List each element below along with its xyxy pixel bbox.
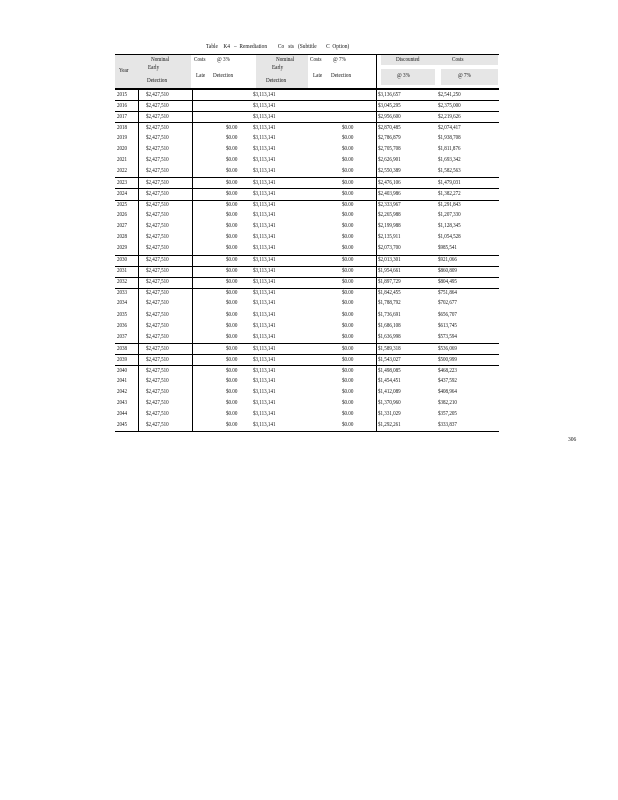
cell-nominal-7-late: $0.00 <box>342 387 354 395</box>
cell-discounted-3: $1,331,029 <box>378 409 401 417</box>
cell-discounted-3: $2,265,988 <box>378 211 401 219</box>
cell-year: 2027 <box>117 222 128 230</box>
cell-nominal-3-late: $0.00 <box>226 387 238 395</box>
cell-discounted-3: $2,626,901 <box>378 155 401 163</box>
table-row <box>115 133 499 141</box>
cell-discounted-3: $3,045,295 <box>378 101 401 109</box>
cell-nominal-7-late: $0.00 <box>342 211 354 219</box>
cell-nominal-3-early: $2,427,510 <box>146 244 169 252</box>
cell-discounted-3: $1,589,318 <box>378 344 401 352</box>
header-costs-left: Costs <box>194 56 206 63</box>
cell-discounted-3: $2,550,389 <box>378 166 401 174</box>
cell-nominal-3-early: $2,427,510 <box>146 409 169 417</box>
cell-nominal-7-early: $3,113,141 <box>253 289 276 297</box>
table-row <box>115 122 499 131</box>
table-row <box>115 288 499 297</box>
cell-discounted-3: $1,454,451 <box>378 376 401 384</box>
cell-nominal-3-late: $0.00 <box>226 398 238 406</box>
cell-nominal-7-early: $3,113,141 <box>253 90 276 98</box>
cell-year: 2041 <box>117 376 128 384</box>
cell-discounted-3: $1,543,027 <box>378 355 401 363</box>
cell-nominal-3-late: $0.00 <box>226 222 238 230</box>
header-late-detection-7: Detection <box>331 72 352 79</box>
cell-nominal-3-late: $0.00 <box>226 133 238 141</box>
table-row <box>115 244 499 252</box>
cell-nominal-7-late: $0.00 <box>342 244 354 252</box>
cell-discounted-3: $2,199,988 <box>378 222 401 230</box>
table-row <box>115 321 499 329</box>
cell-nominal-3-late: $0.00 <box>226 178 238 186</box>
cell-nominal-3-early: $2,427,510 <box>146 278 169 286</box>
table-row <box>115 376 499 384</box>
cell-discounted-7: $1,128,345 <box>438 222 461 230</box>
cell-discounted-3: $2,786,879 <box>378 133 401 141</box>
cell-nominal-7-late: $0.00 <box>342 166 354 174</box>
table-row <box>115 387 499 395</box>
header-costs-right: Costs <box>310 56 322 63</box>
cell-discounted-7: $2,219,626 <box>438 112 461 120</box>
cell-nominal-3-late: $0.00 <box>226 256 238 264</box>
cell-year: 2026 <box>117 211 128 219</box>
cell-discounted-7: $1,382,272 <box>438 189 461 197</box>
cell-nominal-3-early: $2,427,510 <box>146 398 169 406</box>
cell-year: 2019 <box>117 133 128 141</box>
cell-nominal-7-early: $3,113,141 <box>253 178 276 186</box>
cell-discounted-3: $2,956,600 <box>378 112 401 120</box>
cell-nominal-7-late: $0.00 <box>342 178 354 186</box>
column-rule-year <box>138 88 139 432</box>
cell-discounted-3: $1,636,998 <box>378 332 401 340</box>
header-nominal-right: Nominal <box>276 56 295 63</box>
table-row <box>115 222 499 230</box>
cell-nominal-7-early: $3,113,141 <box>253 155 276 163</box>
cell-nominal-7-late: $0.00 <box>342 278 354 286</box>
cell-year: 2043 <box>117 398 128 406</box>
cell-year: 2035 <box>117 310 128 318</box>
cell-discounted-7: $2,541,250 <box>438 90 461 98</box>
cell-nominal-7-early: $3,113,141 <box>253 144 276 152</box>
cell-discounted-7: $1,811,876 <box>438 144 461 152</box>
cell-nominal-7-late: $0.00 <box>342 421 354 428</box>
cell-nominal-3-early: $2,427,510 <box>146 299 169 307</box>
cell-discounted-7: $500,999 <box>438 355 457 363</box>
cell-nominal-3-early: $2,427,510 <box>146 178 169 186</box>
cell-nominal-3-late: $0.00 <box>226 211 238 219</box>
cell-discounted-7: $1,054,528 <box>438 233 461 241</box>
cell-nominal-7-early: $3,113,141 <box>253 409 276 417</box>
cell-nominal-7-late: $0.00 <box>342 189 354 197</box>
cell-nominal-3-late: $0.00 <box>226 189 238 197</box>
cell-discounted-7: $2,074,417 <box>438 123 461 131</box>
cell-year: 2030 <box>117 256 128 264</box>
table-row <box>115 354 499 363</box>
cell-nominal-3-late: $0.00 <box>226 355 238 363</box>
table-row <box>115 299 499 307</box>
cell-nominal-3-early: $2,427,510 <box>146 256 169 264</box>
cell-nominal-7-early: $3,113,141 <box>253 355 276 363</box>
cell-discounted-7: $1,479,031 <box>438 178 461 186</box>
cell-nominal-7-late: $0.00 <box>342 310 354 318</box>
cell-discounted-7: $1,291,843 <box>438 201 461 208</box>
cell-nominal-7-early: $3,113,141 <box>253 256 276 264</box>
cell-discounted-3: $1,897,729 <box>378 278 401 286</box>
cell-discounted-7: $437,592 <box>438 376 457 384</box>
table-row <box>115 89 499 98</box>
cell-nominal-3-late: $0.00 <box>226 289 238 297</box>
table-row <box>115 421 499 429</box>
cell-year: 2029 <box>117 244 128 252</box>
cell-nominal-7-early: $3,113,141 <box>253 332 276 340</box>
table-row <box>115 166 499 174</box>
cell-nominal-7-early: $3,113,141 <box>253 421 276 428</box>
cell-nominal-7-early: $3,113,141 <box>253 310 276 318</box>
page-number: 306 <box>568 436 577 443</box>
cell-nominal-7-late: $0.00 <box>342 332 354 340</box>
table-row <box>115 100 499 109</box>
table-row <box>115 332 499 340</box>
table-row <box>115 343 499 352</box>
cell-nominal-7-late: $0.00 <box>342 123 354 131</box>
cell-nominal-3-late: $0.00 <box>226 155 238 163</box>
cell-discounted-7: $408,964 <box>438 387 457 395</box>
cell-year: 2023 <box>117 178 128 186</box>
cell-discounted-3: $1,736,691 <box>378 310 401 318</box>
header-early-detection-3: Detection <box>147 77 168 84</box>
cell-nominal-3-early: $2,427,510 <box>146 211 169 219</box>
cell-nominal-3-late: $0.00 <box>226 299 238 307</box>
cell-nominal-3-early: $2,427,510 <box>146 133 169 141</box>
cell-nominal-3-late: $0.00 <box>226 166 238 174</box>
cell-year: 2045 <box>117 421 128 428</box>
cell-nominal-7-late: $0.00 <box>342 133 354 141</box>
cell-nominal-7-late: $0.00 <box>342 321 354 329</box>
cell-year: 2044 <box>117 409 128 417</box>
cell-discounted-3: $2,073,700 <box>378 244 401 252</box>
table-row <box>115 144 499 152</box>
cell-nominal-7-late: $0.00 <box>342 299 354 307</box>
cell-nominal-7-early: $3,113,141 <box>253 133 276 141</box>
cell-nominal-3-early: $2,427,510 <box>146 123 169 131</box>
cell-year: 2037 <box>117 332 128 340</box>
cell-nominal-7-early: $3,113,141 <box>253 222 276 230</box>
cell-nominal-3-early: $2,427,510 <box>146 155 169 163</box>
header-early-detection-7: Detection <box>266 77 287 84</box>
cell-discounted-7: $656,707 <box>438 310 457 318</box>
header-discount-rate-7: @ 7% <box>458 72 471 79</box>
cell-discounted-7: $1,582,563 <box>438 166 461 174</box>
cell-nominal-3-late: $0.00 <box>226 233 238 241</box>
cell-nominal-7-late: $0.00 <box>342 233 354 241</box>
cell-discounted-3: $1,686,108 <box>378 321 401 329</box>
cell-discounted-7: $2,375,000 <box>438 101 461 109</box>
header-discounted: Discounted <box>396 56 420 63</box>
cell-nominal-7-late: $0.00 <box>342 376 354 384</box>
cell-discounted-7: $702,677 <box>438 299 457 307</box>
table-row <box>115 365 499 374</box>
cell-discounted-3: $1,292,261 <box>378 421 401 428</box>
table-row <box>115 409 499 417</box>
cell-nominal-7-late: $0.00 <box>342 409 354 417</box>
table-row <box>115 111 499 120</box>
cell-nominal-3-late: $0.00 <box>226 201 238 208</box>
table-row <box>115 200 499 209</box>
cell-nominal-3-early: $2,427,510 <box>146 101 169 109</box>
cell-discounted-7: $804,495 <box>438 278 457 286</box>
cell-nominal-3-early: $2,427,510 <box>146 355 169 363</box>
cell-discounted-7: $751,864 <box>438 289 457 297</box>
header-late-7: Late <box>313 72 323 79</box>
table-top-rule <box>115 54 499 55</box>
cell-nominal-3-late: $0.00 <box>226 332 238 340</box>
table-row <box>115 233 499 241</box>
table-row <box>115 398 499 406</box>
cell-nominal-3-early: $2,427,510 <box>146 332 169 340</box>
cell-nominal-7-early: $3,113,141 <box>253 101 276 109</box>
cell-discounted-7: $921,066 <box>438 256 457 264</box>
cell-nominal-3-early: $2,427,510 <box>146 90 169 98</box>
cell-year: 2018 <box>117 123 128 131</box>
cell-nominal-3-early: $2,427,510 <box>146 267 169 275</box>
cell-year: 2039 <box>117 355 128 363</box>
table-row <box>115 255 499 264</box>
cell-nominal-3-early: $2,427,510 <box>146 112 169 120</box>
table-row <box>115 155 499 163</box>
cell-discounted-7: $536,069 <box>438 344 457 352</box>
cell-nominal-7-late: $0.00 <box>342 267 354 275</box>
cell-nominal-7-late: $0.00 <box>342 144 354 152</box>
cell-nominal-3-early: $2,427,510 <box>146 222 169 230</box>
cell-nominal-3-late: $0.00 <box>226 344 238 352</box>
cell-nominal-3-late: $0.00 <box>226 278 238 286</box>
header-late-3: Late <box>196 72 206 79</box>
cell-year: 2040 <box>117 366 128 374</box>
cell-discounted-3: $2,013,301 <box>378 256 401 264</box>
cell-nominal-7-early: $3,113,141 <box>253 321 276 329</box>
cell-nominal-7-early: $3,113,141 <box>253 387 276 395</box>
cell-nominal-7-early: $3,113,141 <box>253 278 276 286</box>
cell-nominal-7-early: $3,113,141 <box>253 211 276 219</box>
table-row <box>115 310 499 318</box>
cell-nominal-7-late: $0.00 <box>342 155 354 163</box>
cell-nominal-7-late: $0.00 <box>342 222 354 230</box>
header-nominal-left: Nominal <box>151 56 170 63</box>
cell-discounted-3: $2,135,911 <box>378 233 401 241</box>
cell-nominal-7-late: $0.00 <box>342 256 354 264</box>
cell-nominal-3-early: $2,427,510 <box>146 189 169 197</box>
cell-nominal-7-early: $3,113,141 <box>253 244 276 252</box>
cell-year: 2036 <box>117 321 128 329</box>
cell-discounted-3: $1,842,455 <box>378 289 401 297</box>
cell-nominal-3-late: $0.00 <box>226 144 238 152</box>
cell-nominal-3-late: $0.00 <box>226 310 238 318</box>
cell-nominal-3-early: $2,427,510 <box>146 321 169 329</box>
table-row <box>115 266 499 275</box>
cell-nominal-7-late: $0.00 <box>342 398 354 406</box>
column-rule-nominal <box>192 88 193 432</box>
cell-discounted-3: $1,498,085 <box>378 366 401 374</box>
cell-nominal-7-early: $3,113,141 <box>253 189 276 197</box>
cell-nominal-3-late: $0.00 <box>226 321 238 329</box>
cell-discounted-3: $2,705,708 <box>378 144 401 152</box>
table-caption: Table K4 – Remediation Co sts (Subtitle C Option) <box>206 43 350 50</box>
cell-year: 2022 <box>117 166 128 174</box>
table-bottom-rule <box>115 431 499 432</box>
cell-nominal-3-late: $0.00 <box>226 421 238 428</box>
cell-discounted-3: $3,136,657 <box>378 90 401 98</box>
cell-nominal-7-early: $3,113,141 <box>253 233 276 241</box>
cell-nominal-3-early: $2,427,510 <box>146 366 169 374</box>
table-row <box>115 188 499 197</box>
cell-nominal-3-early: $2,427,510 <box>146 201 169 208</box>
cell-nominal-7-early: $3,113,141 <box>253 112 276 120</box>
cell-discounted-7: $1,693,342 <box>438 155 461 163</box>
cell-year: 2038 <box>117 344 128 352</box>
cell-nominal-3-early: $2,427,510 <box>146 421 169 428</box>
cell-discounted-3: $2,476,106 <box>378 178 401 186</box>
cell-discounted-7: $1,938,708 <box>438 133 461 141</box>
cell-discounted-3: $1,370,960 <box>378 398 401 406</box>
cell-nominal-7-early: $3,113,141 <box>253 366 276 374</box>
cell-discounted-3: $1,788,792 <box>378 299 401 307</box>
header-early-7: Early <box>272 64 284 71</box>
cell-nominal-7-early: $3,113,141 <box>253 123 276 131</box>
table-row <box>115 211 499 219</box>
header-rate-3: @ 3% <box>217 56 230 63</box>
cell-nominal-7-late: $0.00 <box>342 366 354 374</box>
cell-nominal-3-late: $0.00 <box>226 244 238 252</box>
cell-year: 2021 <box>117 155 128 163</box>
cell-nominal-3-early: $2,427,510 <box>146 344 169 352</box>
cell-nominal-3-early: $2,427,510 <box>146 310 169 318</box>
header-rate-7: @ 7% <box>333 56 346 63</box>
header-early-3: Early <box>148 64 160 71</box>
cell-year: 2017 <box>117 112 128 120</box>
header-discounted-costs: Costs <box>452 56 464 63</box>
cell-nominal-7-early: $3,113,141 <box>253 398 276 406</box>
cell-nominal-3-late: $0.00 <box>226 366 238 374</box>
header-discount-rate-3: @ 3% <box>397 72 410 79</box>
cell-year: 2015 <box>117 90 128 98</box>
cell-discounted-7: $985,541 <box>438 244 457 252</box>
cell-discounted-3: $2,333,967 <box>378 201 401 208</box>
cell-discounted-7: $1,207,330 <box>438 211 461 219</box>
cell-year: 2034 <box>117 299 128 307</box>
cell-nominal-3-late: $0.00 <box>226 123 238 131</box>
cell-year: 2024 <box>117 189 128 197</box>
cell-discounted-7: $357,205 <box>438 409 457 417</box>
cell-year: 2016 <box>117 101 128 109</box>
cell-nominal-3-late: $0.00 <box>226 409 238 417</box>
cell-nominal-7-early: $3,113,141 <box>253 267 276 275</box>
cell-nominal-7-early: $3,113,141 <box>253 299 276 307</box>
cell-nominal-3-early: $2,427,510 <box>146 144 169 152</box>
cell-nominal-7-early: $3,113,141 <box>253 166 276 174</box>
cell-nominal-7-late: $0.00 <box>342 355 354 363</box>
cell-nominal-7-early: $3,113,141 <box>253 376 276 384</box>
cell-year: 2025 <box>117 201 128 208</box>
cell-year: 2031 <box>117 267 128 275</box>
cell-nominal-7-early: $3,113,141 <box>253 344 276 352</box>
cell-nominal-7-late: $0.00 <box>342 344 354 352</box>
cell-year: 2032 <box>117 278 128 286</box>
cell-year: 2033 <box>117 289 128 297</box>
header-late-detection-3: Detection <box>213 72 234 79</box>
cell-nominal-3-early: $2,427,510 <box>146 387 169 395</box>
cell-nominal-3-early: $2,427,510 <box>146 166 169 174</box>
header-year: Year <box>119 67 129 74</box>
cell-year: 2042 <box>117 387 128 395</box>
cell-nominal-3-late: $0.00 <box>226 376 238 384</box>
cell-discounted-3: $2,870,485 <box>378 123 401 131</box>
cell-discounted-3: $1,954,661 <box>378 267 401 275</box>
cell-discounted-7: $860,809 <box>438 267 457 275</box>
cell-nominal-3-late: $0.00 <box>226 267 238 275</box>
cell-discounted-7: $382,210 <box>438 398 457 406</box>
cell-nominal-7-late: $0.00 <box>342 289 354 297</box>
cell-discounted-7: $333,837 <box>438 421 457 428</box>
cell-discounted-7: $573,594 <box>438 332 457 340</box>
cell-discounted-3: $2,403,986 <box>378 189 401 197</box>
cell-nominal-7-late: $0.00 <box>342 201 354 208</box>
cell-discounted-7: $468,223 <box>438 366 457 374</box>
cell-nominal-3-early: $2,427,510 <box>146 289 169 297</box>
cell-nominal-3-early: $2,427,510 <box>146 376 169 384</box>
cell-nominal-3-early: $2,427,510 <box>146 233 169 241</box>
cell-discounted-3: $1,412,089 <box>378 387 401 395</box>
cell-discounted-7: $613,745 <box>438 321 457 329</box>
cell-year: 2020 <box>117 144 128 152</box>
cell-nominal-7-early: $3,113,141 <box>253 201 276 208</box>
cell-year: 2028 <box>117 233 128 241</box>
table-row <box>115 277 499 286</box>
table-row <box>115 177 499 186</box>
column-rule-discounted <box>376 54 377 432</box>
